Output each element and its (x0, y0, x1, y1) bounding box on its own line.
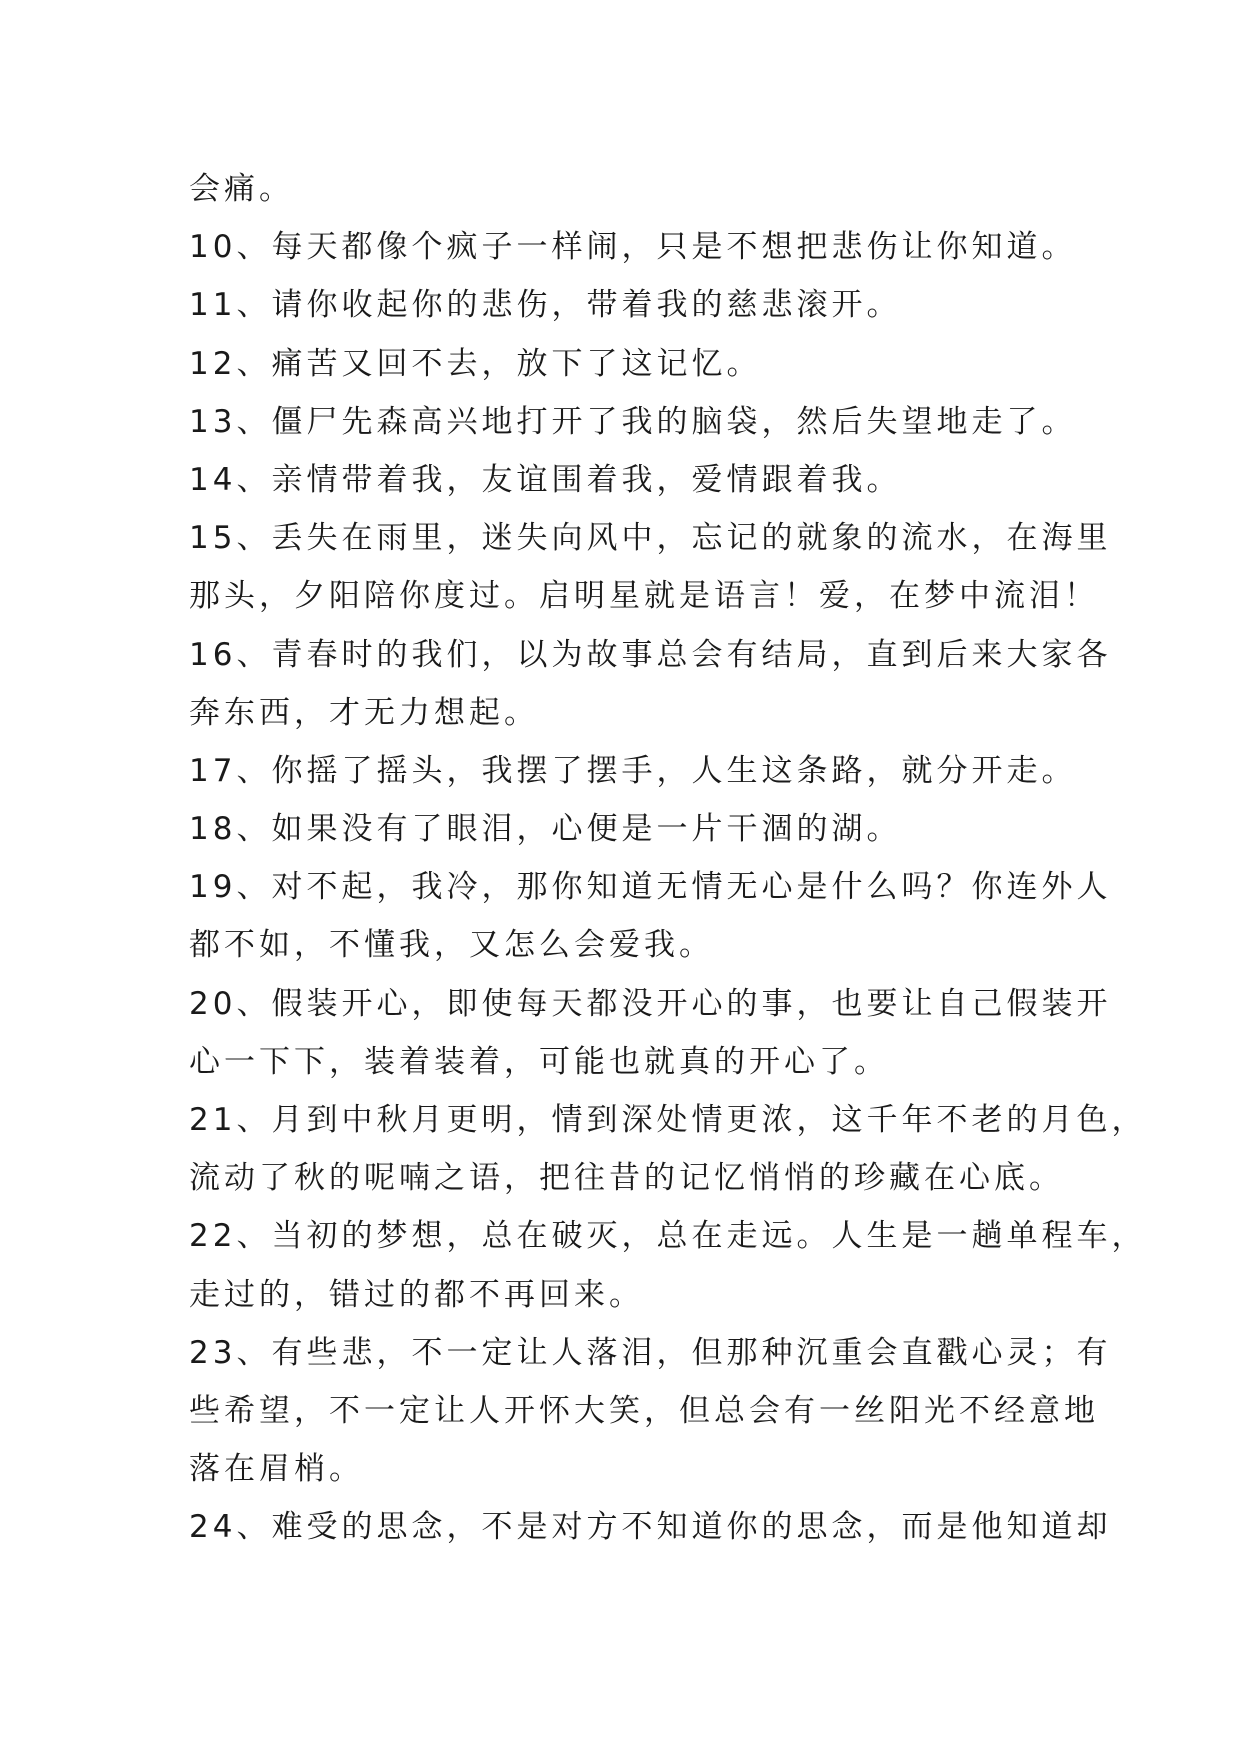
document-body (189, 160, 1147, 1557)
text-line: 15、丢失在雨里，迷失向风中，忘记的就象的流水，在海里 (189, 520, 1112, 557)
text-line: 13、僵尸先森高兴地打开了我的脑袋，然后失望地走了。 (189, 403, 1077, 440)
text-line: 16、青春时的我们，以为故事总会有结局，直到后来大家各 (189, 636, 1112, 673)
text-line: 心一下下，装着装着，可能也就真的开心了。 (189, 1043, 889, 1080)
text-line: 那头，夕阳陪你度过。启明星就是语言！爱，在梦中流泪！ (189, 578, 1099, 615)
text-line: 11、请你收起你的悲伤，带着我的慈悲滚开。 (189, 287, 902, 324)
text-line: 12、痛苦又回不去，放下了这记忆。 (189, 345, 762, 382)
text-line: 20、假装开心，即使每天都没开心的事，也要让自己假装开 (189, 985, 1112, 1022)
text-line: 22、当初的梦想，总在破灭，总在走远。人生是一趟单程车， (189, 1218, 1147, 1255)
text-line: 21、月到中秋月更明，情到深处情更浓，这千年不老的月色， (189, 1102, 1147, 1138)
text-line: 流动了秋的呢喃之语，把往昔的记忆悄悄的珍藏在心底。 (189, 1160, 1064, 1197)
text-line: 10、每天都像个疯子一样闹，只是不想把悲伤让你知道。 (189, 229, 1077, 266)
text-line: 奔东西，才无力想起。 (189, 694, 539, 731)
text-line: 走过的，错过的都不再回来。 (189, 1276, 644, 1313)
text-line: 23、有些悲，不一定让人落泪，但那种沉重会直戳心灵；有 (189, 1334, 1112, 1371)
text-line: 些希望，不一定让人开怀大笑，但总会有一丝阳光不经意地 (189, 1392, 1099, 1429)
text-line: 18、如果没有了眼泪，心便是一片干涸的湖。 (189, 811, 902, 848)
text-line: 落在眉梢。 (189, 1451, 364, 1488)
text-line: 19、对不起，我冷，那你知道无情无心是什么吗？你连外人 (189, 869, 1112, 906)
text-line: 都不如，不懂我，又怎么会爱我。 (189, 927, 714, 964)
text-line: 会痛。 (189, 171, 294, 207)
text-line: 17、你摇了摇头，我摆了摆手，人生这条路，就分开走。 (189, 752, 1077, 789)
text-line: 24、难受的思念，不是对方不知道你的思念，而是他知道却 (189, 1509, 1112, 1546)
text-line: 14、亲情带着我，友谊围着我，爱情跟着我。 (189, 461, 902, 498)
